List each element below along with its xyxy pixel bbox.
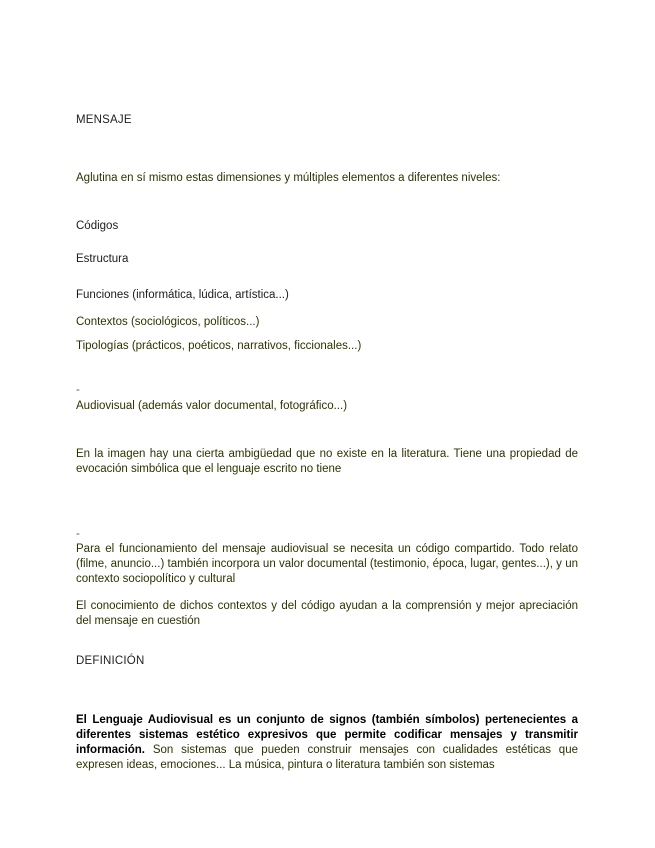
- intro-text: Aglutina en sí mismo estas dimensiones y múltiples elementos a diferentes niveles:: [76, 172, 501, 184]
- list-item-tipologias: Tipologías (prácticos, poéticos, narrativos, ficcionales...): [76, 340, 362, 352]
- ambiguedad-paragraph: En la imagen hay una cierta ambigüedad que no existe en la literatura. Tiene una propiedad de evocación simbólica que el lenguaje escrito no tiene: [76, 448, 578, 475]
- dash-separator-2: -: [76, 528, 80, 540]
- funcionamiento-paragraph: Para el funcionamiento del mensaje audiovisual se necesita un código compartido. Todo relato (filme, anuncio...) también incorpora un valor documental (testimonio, época, lugar, gentes...), y un contexto sociopolítico y cultural: [76, 543, 578, 585]
- heading-definicion: DEFINICIÓN: [76, 655, 145, 667]
- audiovisual-text: Audiovisual (además valor documental, fotográfico...): [76, 400, 348, 412]
- list-item-contextos: Contextos (sociológicos, políticos...): [76, 316, 260, 328]
- definicion-bold-text: El Lenguaje Audiovisual es un conjunto de signos (también símbolos) pertenecientes a diferentes sistemas estético expresivos que permite codificar mensajes y transmitir información.: [76, 714, 578, 756]
- heading-mensaje: MENSAJE: [76, 114, 132, 126]
- definicion-paragraph: [76, 713, 578, 773]
- definicion-rest-text: Son sistemas que pueden construir mensajes con cualidades estéticas que expresen ideas, emociones... La música, pintura o literatura también son sistemas: [76, 744, 578, 771]
- list-item-estructura: Estructura: [76, 253, 129, 265]
- conocimiento-paragraph: El conocimiento de dichos contextos y del código ayudan a la comprensión y mejor apreciación del mensaje en cuestión: [76, 600, 578, 627]
- list-item-funciones: Funciones (informática, lúdica, artística...): [76, 289, 289, 301]
- dash-separator-1: -: [76, 384, 80, 396]
- list-item-codigos: Códigos: [76, 220, 119, 232]
